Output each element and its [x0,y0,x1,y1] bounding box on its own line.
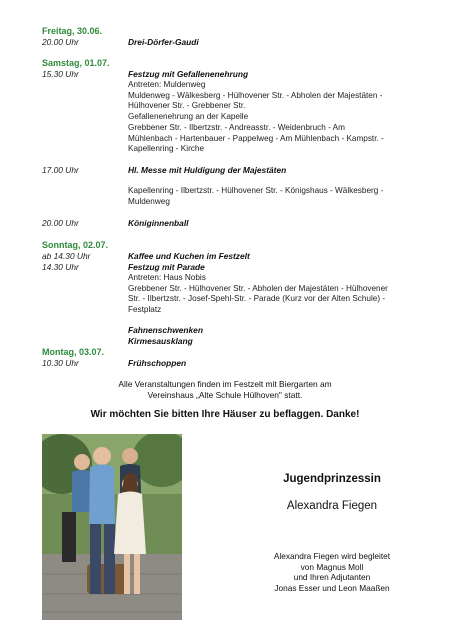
time-saturday-messe: 17.00 Uhr [42,165,79,175]
venue-note-line: Vereinshaus „Alte Schule Hülhoven" statt. [147,389,303,400]
route-line: Str. - Ilbertzstr. - Josef-Spehl-Str. - Parade (Kurz vor der Alten Schule) - [128,294,386,304]
time-sunday-kaffee: ab 14.30 Uhr [42,251,91,261]
group-photo [42,434,182,620]
route-line: Antreten: Haus Nobis [128,273,206,282]
route-line: Mühlenbach - Hartenbauer - Pappelweg - Am Mühlenbach - Kampstr. - [128,133,384,143]
princess-name: Alexandra Fiegen [286,500,378,512]
route-line: Antreten: Muldenweg [128,80,206,89]
day-sunday: Sonntag, 02.07. [42,240,109,250]
event-festzug-parade: Festzug mit Parade [128,262,205,272]
route-line: Grebbener Str. - Ilbertzstr. - Andreasstr. - Weidenbruch - Am [128,122,345,132]
day-friday: Freitag, 30.06. [42,26,103,36]
event-hl-messe: Hl. Messe mit Huldigung der Majestäten [128,165,287,175]
route-sunday-festzug [128,273,424,316]
route-line: Muldenweg - Wälkesberg - Hülhovener Str. - Abholen der Majestäten - [128,90,383,100]
time-saturday-ball: 20.00 Uhr [42,218,79,228]
time-friday-gaudi: 20.00 Uhr [42,37,79,47]
event-kaffee-kuchen: Kaffee und Kuchen im Festzelt [128,251,250,261]
route-line: Grebbener Str. - Hülhovener Str. - Abholen der Majestäten - Hülhovener [128,283,388,293]
route-line: Gefallenenehrung an der Kapelle [128,112,249,122]
escort-line: von Magnus Moll [300,561,364,572]
group-photo-illustration [42,434,182,620]
princess-escort [232,551,432,593]
escort-line: und Ihren Adjutanten [293,572,371,582]
route-line: Kapellenring - Kirche [128,144,205,154]
day-saturday: Samstag, 01.07. [42,58,110,68]
route-line: Hülhovener Str. - Grebbener Str. [128,101,246,111]
event-fahnenschwenken: Fahnenschwenken [128,325,203,335]
event-kirmesausklang: Kirmesausklang [128,336,193,346]
venue-note [0,379,450,400]
event-fruehschoppen: Frühschoppen [128,358,187,368]
event-drei-doerfer-gaudi: Drei-Dörfer-Gaudi [128,37,199,47]
route-line: Muldenweg [128,196,170,206]
route-line: Kapellenring - Ilbertzstr. - Hülhovener Str. - Königshaus - Wälkesberg - [128,186,384,195]
venue-note-line: Alle Veranstaltungen finden im Festzelt mit Biergarten am [118,379,332,389]
flag-request: Wir möchten Sie bitten Ihre Häuser zu beflaggen. Danke! [90,409,360,420]
escort-line: Alexandra Fiegen wird begleitet [273,551,391,561]
time-monday-fruehschoppen: 10.30 Uhr [42,358,79,368]
route-saturday-messe [128,186,424,207]
event-koeniginnenball: Königinnenball [128,218,189,228]
time-saturday-festzug: 15.30 Uhr [42,69,79,79]
princess-heading: Jugendprinzessin [283,473,381,485]
day-monday: Montag, 03.07. [42,347,105,357]
time-sunday-festzug: 14.30 Uhr [42,262,79,272]
event-festzug-gefallenenehrung: Festzug mit Gefallenenehrung [128,69,249,79]
route-line: Festplatz [128,305,162,315]
route-saturday-festzug [128,80,424,155]
escort-line: Jonas Esser und Leon Maaßen [274,582,390,593]
